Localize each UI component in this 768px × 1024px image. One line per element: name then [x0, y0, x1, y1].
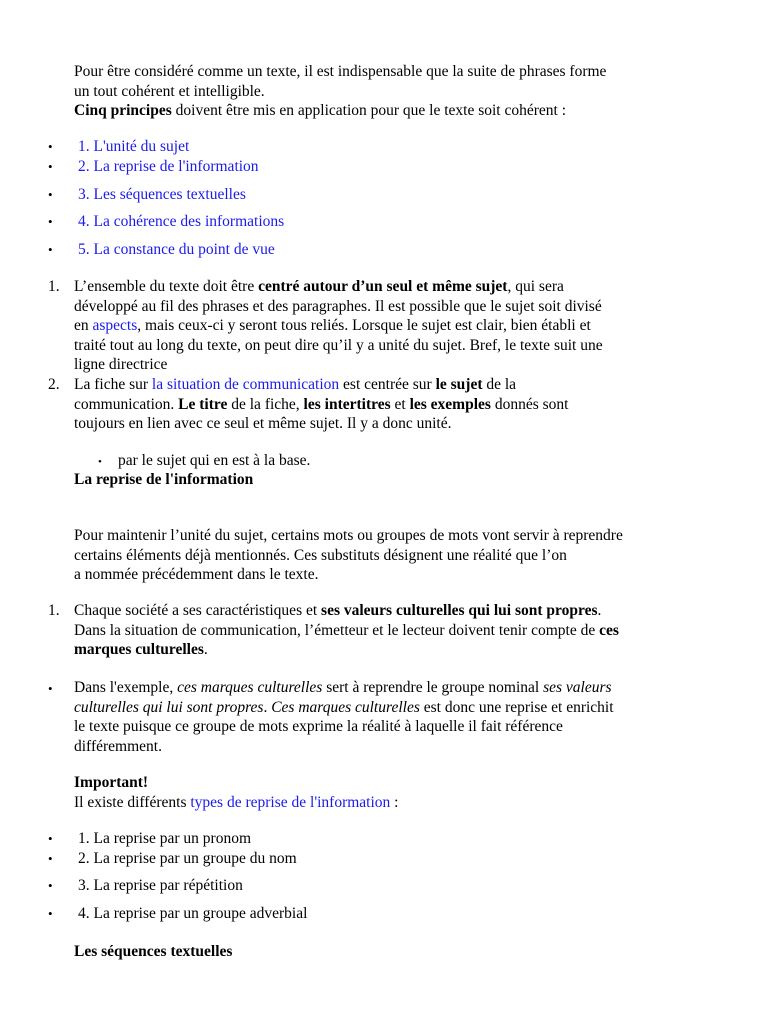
text: et: [390, 395, 410, 413]
bullet-icon: •: [98, 456, 102, 468]
text: en: [74, 317, 93, 334]
text: .: [203, 641, 208, 658]
text-line: développé au fil des phrases et des paragraphes. Il est possible que le sujet soit divisé: [74, 297, 602, 315]
list-number: 2.: [48, 376, 60, 393]
bold-text: centré autour d’un seul et même sujet: [258, 278, 508, 295]
intro-principles-line: [74, 101, 734, 121]
text: .: [263, 698, 272, 716]
text-line: ligne directrice: [74, 356, 168, 373]
text: Chaque société a ses caractéristiques et: [74, 602, 322, 619]
toc-item[interactable]: [0, 185, 768, 205]
bullet-icon: •: [48, 187, 53, 202]
bullet-icon: •: [48, 851, 53, 866]
toc-item[interactable]: [0, 240, 768, 260]
fiche-paragraph: [74, 375, 734, 434]
text-line: [74, 277, 734, 297]
intro-paragraph: [74, 62, 734, 121]
text: .: [597, 602, 602, 619]
text: Dans l'exemple,: [74, 679, 178, 696]
toc-link-5[interactable]: 5. La constance du point de vue: [78, 241, 275, 258]
text-line: [74, 601, 734, 621]
culture-paragraph: [74, 601, 734, 660]
sub-bullet-text: par le sujet qui en est à la base.: [118, 452, 311, 469]
text-line: toujours en lien avec ce seul et même sujet. Il y a donc unité.: [74, 415, 452, 432]
bullet-icon: •: [48, 242, 53, 257]
section-heading: [74, 942, 734, 962]
text: de la: [482, 376, 517, 393]
text-line: [74, 375, 734, 395]
text-line: [74, 621, 734, 641]
intro-line-1: Pour être considéré comme un texte, il est indispensable que la suite de phrases forme: [74, 63, 607, 80]
type-item-3: 3. La reprise par répétition: [78, 877, 243, 894]
italic-text: Ces marques culturelles: [271, 698, 420, 716]
principles-bold: Cinq principes: [74, 102, 172, 119]
toc-link-3[interactable]: 3. Les séquences textuelles: [78, 186, 246, 203]
text: communication.: [74, 395, 179, 413]
text: , mais ceux-ci y seront tous reliés. Lorsque le sujet est clair, bien établi et: [137, 317, 591, 334]
bold-text: Le titre: [178, 395, 228, 413]
list-item: [0, 904, 768, 924]
unity-paragraph: [74, 277, 734, 375]
reprise-paragraph: [74, 526, 734, 585]
bullet-icon: •: [48, 214, 53, 229]
text: est centrée sur: [339, 376, 436, 393]
bold-text: ses valeurs culturelles qui lui sont propres: [321, 602, 598, 619]
text-line: différemment.: [74, 737, 162, 755]
toc-link-2[interactable]: 2. La reprise de l'information: [78, 158, 259, 175]
text: Il existe différents: [74, 793, 191, 811]
text-line: [74, 698, 734, 718]
bold-text: ces: [599, 621, 619, 639]
heading-text: Les séquences textuelles: [74, 943, 233, 960]
text: :: [390, 793, 399, 811]
text: L’ensemble du texte doit être: [74, 278, 259, 295]
toc-item[interactable]: [0, 157, 768, 177]
toc-item[interactable]: [0, 137, 768, 157]
list-item: [0, 876, 768, 896]
bold-text: les exemples: [409, 395, 491, 413]
toc-link-4[interactable]: 4. La cohérence des informations: [78, 213, 285, 230]
aspects-link[interactable]: aspects: [92, 317, 138, 334]
bold-text: les intertitres: [303, 395, 391, 413]
bold-text: marques culturelles: [74, 641, 204, 658]
important-block: [74, 773, 734, 812]
text-line: traité tout au long du texte, on peut dire qu’il y a unité du sujet. Bref, le texte suit une: [74, 336, 603, 354]
toc-link-1[interactable]: 1. L'unité du sujet: [78, 138, 190, 155]
bullet-icon: •: [48, 906, 53, 921]
text-line: a nommée précédemment dans le texte.: [74, 566, 319, 583]
text-line: [74, 640, 734, 660]
sub-list-item: [0, 451, 768, 471]
text: La fiche sur: [74, 376, 152, 393]
text-line: [74, 678, 734, 698]
italic-text: culturelles qui lui sont propres: [74, 698, 264, 716]
text-line: certains éléments déjà mentionnés. Ces substituts désignent une réalité que l’on: [74, 546, 567, 564]
italic-text: ses valeurs: [543, 679, 612, 696]
text: donnés sont: [490, 395, 569, 413]
text-line: Pour maintenir l’unité du sujet, certains mots ou groupes de mots vont servir à reprendre: [74, 527, 623, 544]
important-title: Important!: [74, 774, 149, 791]
example-paragraph: [74, 678, 734, 756]
bold-text: le sujet: [435, 376, 483, 393]
list-number: 1.: [48, 602, 60, 619]
intro-line-2: un tout cohérent et intelligible.: [74, 82, 265, 100]
italic-text: ces marques culturelles: [177, 679, 323, 696]
text: , qui sera: [507, 278, 564, 295]
text-line: [74, 793, 734, 813]
type-item-4: 4. La reprise par un groupe adverbial: [78, 905, 308, 922]
heading-text: La reprise de l'information: [74, 471, 254, 488]
text: de la fiche,: [227, 395, 304, 413]
types-link[interactable]: types de reprise de l'information: [190, 793, 391, 811]
list-number: 1.: [48, 278, 60, 295]
text-line: le texte puisque ce groupe de mots exprime la réalité à laquelle il fait référence: [74, 718, 563, 735]
type-item-1: 1. La reprise par un pronom: [78, 830, 252, 847]
section-heading: [74, 470, 734, 490]
text-line: [74, 316, 734, 336]
list-item: [0, 829, 768, 849]
bullet-icon: •: [48, 159, 53, 174]
toc-item[interactable]: [0, 212, 768, 232]
situation-link[interactable]: la situation de communication: [151, 376, 340, 393]
bullet-icon: •: [48, 878, 53, 893]
bullet-icon: •: [48, 139, 53, 154]
text-line: [74, 395, 734, 415]
text: est donc une reprise et enrichit: [419, 698, 614, 716]
principles-rest: doivent être mis en application pour que le texte soit cohérent :: [171, 102, 567, 119]
text: Dans la situation de communication, l’émetteur et le lecteur doivent tenir compte de: [74, 621, 600, 639]
list-item: [0, 849, 768, 869]
type-item-2: 2. La reprise par un groupe du nom: [78, 850, 297, 867]
bullet-icon: •: [48, 831, 53, 846]
text: sert à reprendre le groupe nominal: [322, 679, 544, 696]
bullet-icon: •: [48, 681, 53, 696]
